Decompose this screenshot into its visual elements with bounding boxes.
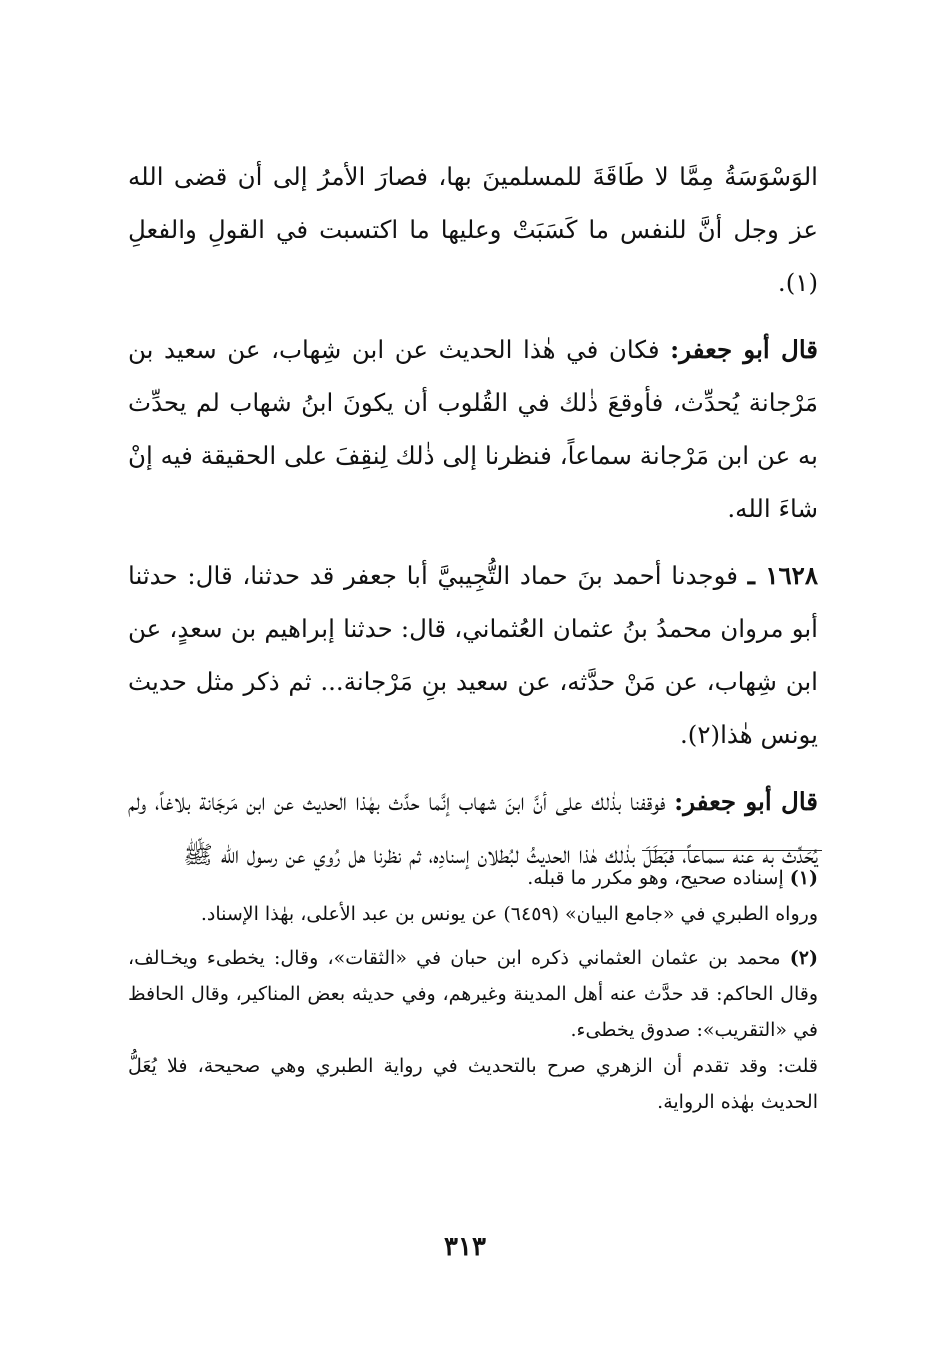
main-text	[128, 150, 818, 881]
paragraph-text: فكان في هٰذا الحديث عن ابن شِهاب، عن سعيد بن مَرْجانة يُحدِّث، فأوقعَ ذٰلك في القُلوب أن يكونَ ابنُ شهاب لم يحدِّث به عن ابن مَرْجانة سماعاً، فنظرنا إلى ذٰلك لِنقِفَ على الحقيقة فيه إنْ شاءَ الله.	[128, 335, 818, 523]
footnote-text: إسناده صحيح، وهو مكرر ما قبله.	[527, 867, 790, 889]
paragraph-lead: قال أبو جعفر:	[674, 787, 818, 816]
footnote	[128, 940, 818, 1048]
footnotes	[128, 860, 818, 1120]
footnote-text: ورواه الطبري في «جامع البيان» (٦٤٥٩) عن يونس بن عبد الأعلى، بهٰذا الإسناد.	[200, 903, 818, 925]
paragraph	[128, 150, 818, 309]
footnote-divider	[642, 850, 822, 851]
footnote-text: محمد بن عثمان العثماني ذكره ابن حبان في «الثقات»، وقال: يخطىء ويخـالف، وقال الحاكم: قد حدَّث عنه أهل المدينة وغيرهم، وفي حديثه بعض المناكير، وقال الحافظ في «التقريب»: صدوق يخطىء.	[128, 947, 818, 1041]
footnote	[128, 860, 818, 896]
paragraph	[128, 323, 818, 535]
paragraph-text: فوقفنا بذٰلك على أنَّ ابنَ شهاب إنَّما حدَّث بهٰذا الحديث عن ابن مَرجَانة بلاغاً، ولم يُحَدِّث به عنه سماعاً، فبَطَلَ بذٰلك هٰذا الحديثُ لبُطلان إسنادِه، ثم نظرنا هل رُوي عن رسول الله ﷺ	[128, 787, 818, 869]
paragraph-text: الوَسْوَسَةُ مِمَّا لا طَاقَةَ للمسلمينَ بها، فصارَ الأمرُ إلى أن قضى الله عز وجل أنَّ للنفس ما كَسَبَتْ وعليها ما اكتسبت في القولِ والفعلِ (١).	[128, 162, 818, 297]
page-number: ٣١٣	[444, 1232, 486, 1262]
footnote-text: قلت: وقد تقدم أن الزهري صرح بالتحديث في رواية الطبري وهي صحيحة، فلا يُعَلُّ الحديث بهٰذه الرواية.	[128, 1055, 818, 1113]
hadith-paragraph	[128, 549, 818, 761]
footnote-number: (٢)	[789, 947, 818, 969]
paragraph-text: فوجدنا أحمد بنَ حماد التُّجِيبيَّ أبا جعفر قد حدثنا، قال: حدثنا أبو مروان محمدُ بنُ عثمان العُثماني، قال: حدثنا إبراهيم بن سعدٍ، عن ابن شِهاب، عن مَنْ حدَّثه، عن سعيد بنِ مَرْجانة... ثم ذكر مثل حديث يونس هٰذا(٢).	[128, 561, 818, 749]
footnote-continuation	[128, 1048, 818, 1120]
paragraph-lead: قال أبو جعفر:	[670, 335, 818, 364]
footnote-number: (١)	[789, 867, 818, 889]
footnote-continuation	[128, 896, 818, 932]
hadith-number: ١٦٢٨ ـ	[747, 561, 818, 590]
